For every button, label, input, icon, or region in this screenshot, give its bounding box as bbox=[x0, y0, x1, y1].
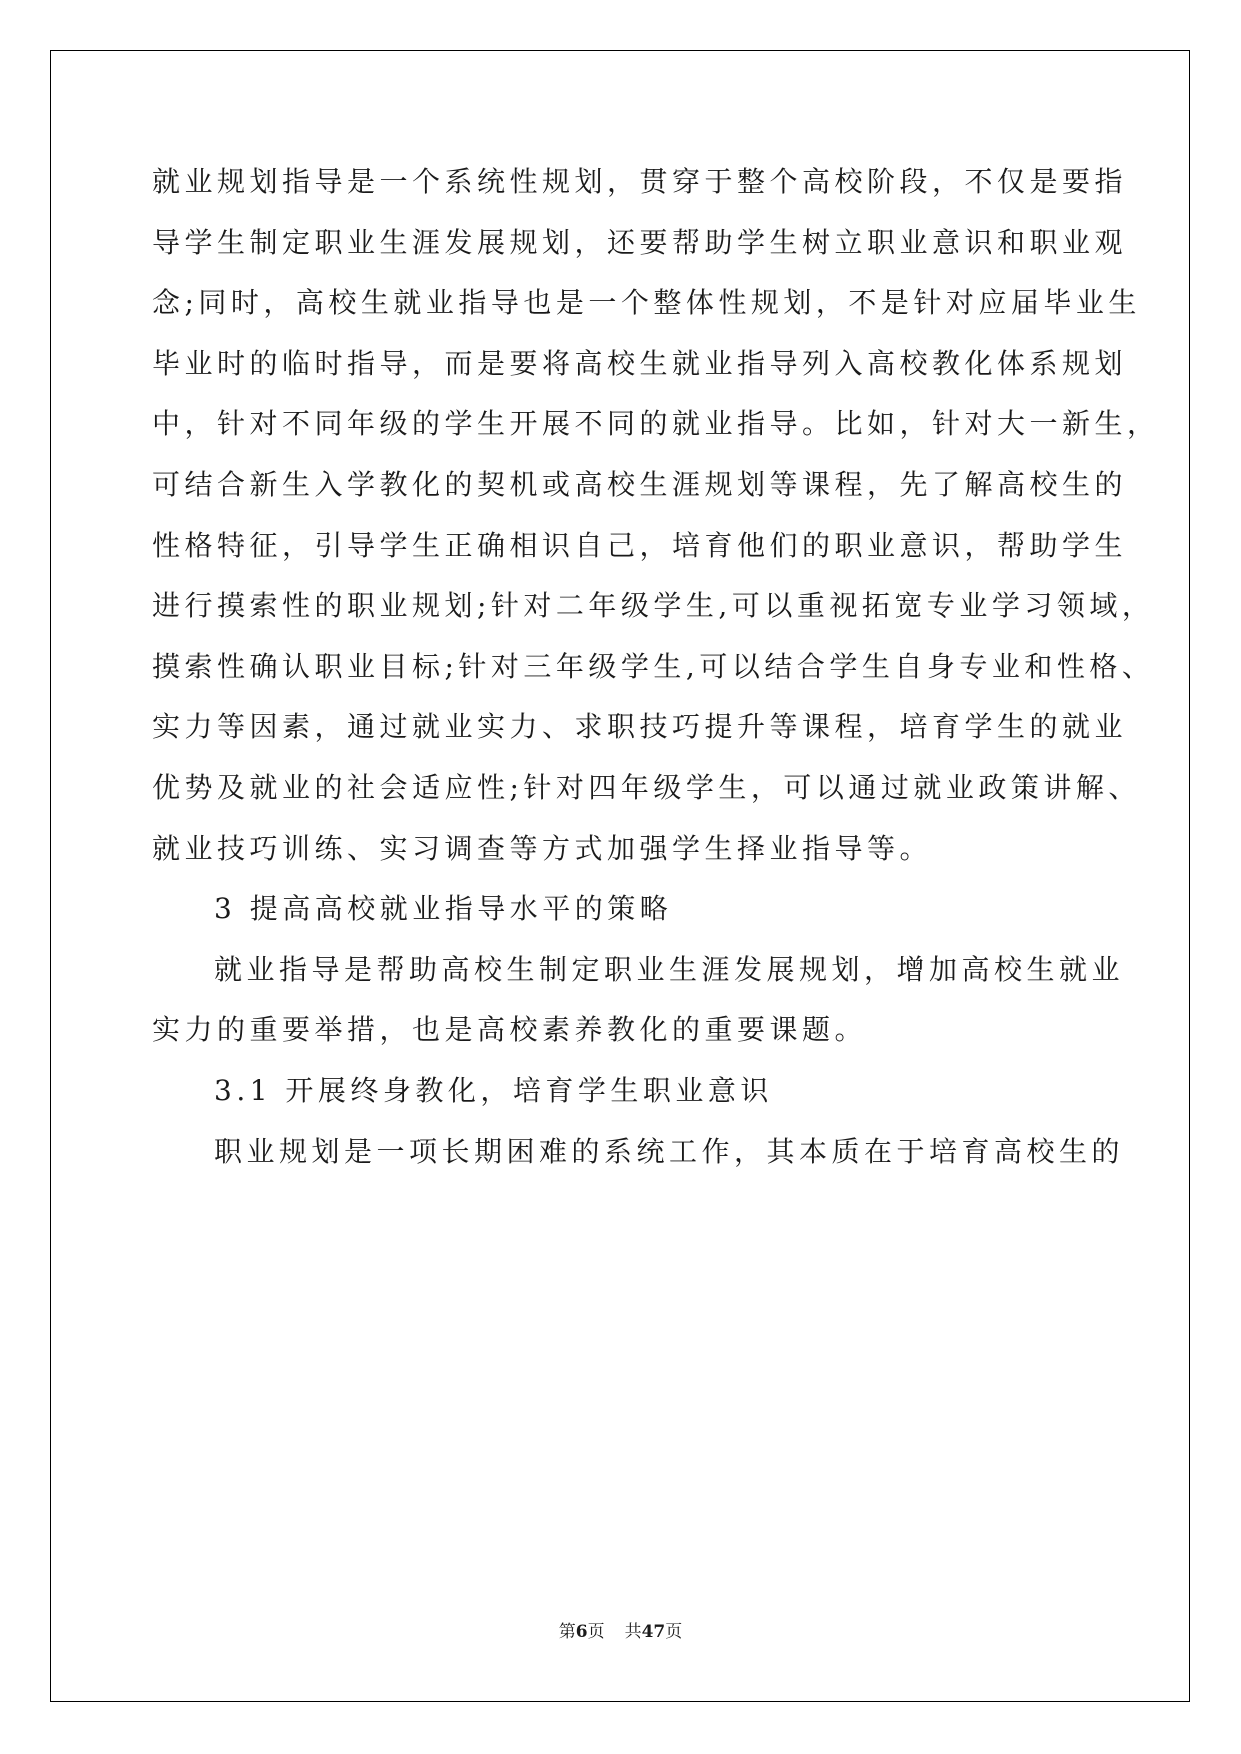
text-line: 导学生制定职业生涯发展规划，还要帮助学生树立职业意识和职业观 bbox=[152, 225, 1128, 259]
total-pages: 47 bbox=[641, 1622, 666, 1642]
page-number: 6 bbox=[575, 1622, 588, 1642]
page-suffix: 页 bbox=[587, 1622, 605, 1642]
text-line: 实力等因素，通过就业实力、求职技巧提升等课程，培育学生的就业 bbox=[152, 710, 1128, 744]
text-line: 3 提高高校就业指导水平的策略 bbox=[214, 892, 673, 926]
text-line: 优势及就业的社会适应性;针对四年级学生，可以通过就业政策讲解、 bbox=[152, 770, 1141, 804]
text-line: 职业规划是一项长期困难的系统工作，其本质在于培育高校生的 bbox=[214, 1134, 1125, 1168]
text-line: 摸索性确认职业目标;针对三年级学生,可以结合学生自身专业和性格、 bbox=[152, 649, 1155, 683]
text-line: 就业技巧训练、实习调查等方式加强学生择业指导等。 bbox=[152, 831, 933, 865]
text-line: 念;同时，高校生就业指导也是一个整体性规划，不是针对应届毕业生 bbox=[152, 286, 1141, 320]
text-line: 就业指导是帮助高校生制定职业生涯发展规划，增加高校生就业 bbox=[214, 952, 1125, 986]
page-footer bbox=[0, 1617, 1241, 1642]
text-line: 可结合新生入学教化的契机或高校生涯规划等课程，先了解高校生的 bbox=[152, 467, 1128, 501]
text-line: 3.1 开展终身教化，培育学生职业意识 bbox=[214, 1073, 773, 1107]
text-line: 中，针对不同年级的学生开展不同的就业指导。比如，针对大一新生， bbox=[152, 407, 1160, 441]
total-suffix: 页 bbox=[665, 1622, 683, 1642]
text-line: 进行摸索性的职业规划;针对二年级学生,可以重视拓宽专业学习领域， bbox=[152, 589, 1155, 623]
text-line: 性格特征，引导学生正确相识自己，培育他们的职业意识，帮助学生 bbox=[152, 528, 1128, 562]
body-text bbox=[152, 152, 1160, 1182]
text-line: 就业规划指导是一个系统性规划，贯穿于整个高校阶段，不仅是要指 bbox=[152, 165, 1128, 198]
text-line: 毕业时的临时指导，而是要将高校生就业指导列入高校教化体系规划 bbox=[152, 346, 1128, 380]
page-prefix: 第 bbox=[558, 1622, 576, 1642]
text-line: 实力的重要举措，也是高校素养教化的重要课题。 bbox=[152, 1013, 868, 1047]
total-prefix: 共 bbox=[624, 1622, 642, 1642]
